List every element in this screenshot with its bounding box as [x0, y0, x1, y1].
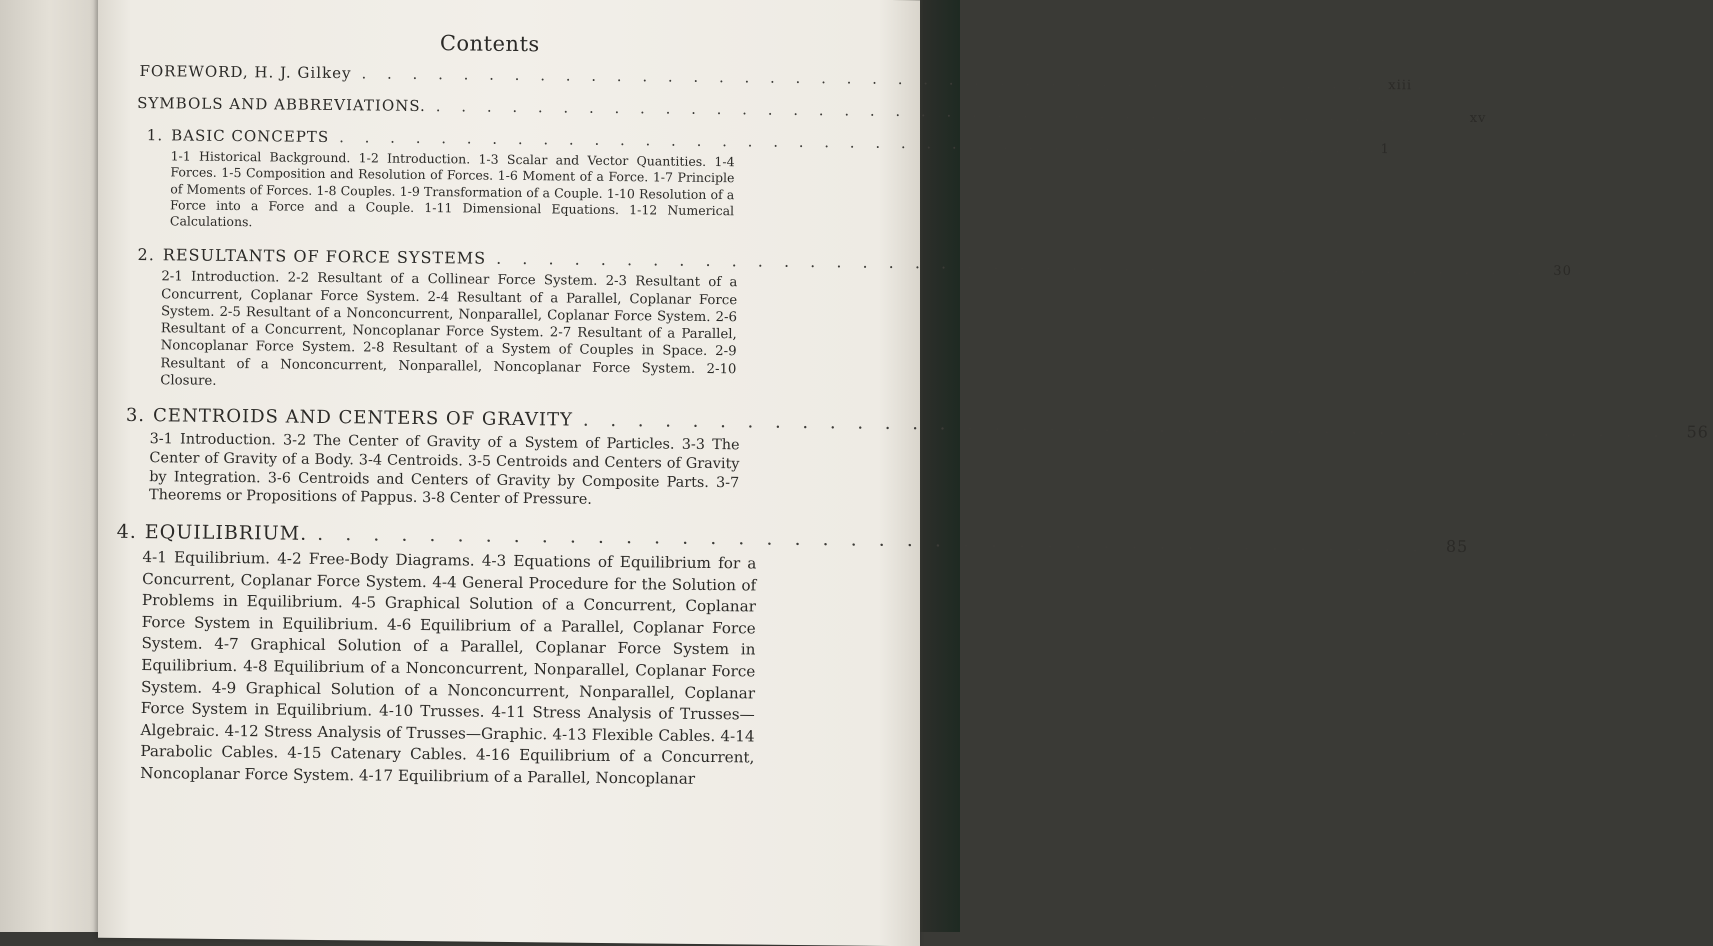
book-binding — [0, 0, 110, 932]
contents-title: Contents — [439, 31, 540, 57]
chapter-title: BASIC CONCEPTS — [171, 126, 330, 146]
chapter-heading — [125, 405, 1710, 443]
chapter-sections: 3-1 Introduction. 3-2 The Center of Gravity of a System of Particles. 3-3 The Center of Gravity of a Body. 3-4 Centroids. 3-5 Centroids and Centers of Gravity by Integration. 3-6 Centroids and Centers of Gravity by Composite Parts. 3-7 Theorems or Propositions of Pappus. 3-8 Center of Pressure. — [148, 431, 740, 509]
leader-dots: . . . . . . . . . . . . . . . . . . . . . . . . . . . . . . . . . . . . . . . . — [339, 128, 1348, 157]
chapter-number: 4. — [116, 520, 137, 544]
toc-entry-label: SYMBOLS AND ABBREVIATIONS. — [137, 93, 426, 115]
chapter-entry-2 — [136, 245, 1572, 396]
chapter-page-number: 56 — [1686, 422, 1710, 442]
table-of-contents — [116, 24, 1710, 807]
toc-entry-foreword — [139, 61, 1413, 94]
chapter-entry-4 — [114, 520, 1469, 791]
chapter-sections: 1-1 Historical Background. 1-2 Introduction. 1-3 Scalar and Vector Quantities. 1-4 Forces. 1-5 Composition and Resolution of Forces. 1-6 Moment of a Force. 1-7 Principle of Moments of Forces. 1-8 Couples. 1-9 Transformation of a Couple. 1-10 Resolution of a Force into a Force and a Couple. 1-11 Dimensional Equations. 1-12 Numerical Calculations. — [169, 148, 735, 230]
chapter-heading — [137, 245, 1572, 280]
leader-dots: . . . . . . . . . . . . . . . . . . . . . . . . . . . . . . . . . . . . . . . . — [582, 409, 1668, 443]
leader-dots: . . . . . . . . . . . . . . . . . . . . . . . . . . . . . . . . . . . . . . . . — [496, 248, 1530, 279]
chapter-page-number: 85 — [1445, 536, 1469, 557]
toc-entry-symbols — [137, 93, 1487, 127]
chapter-page-number: 1 — [1380, 141, 1390, 158]
chapter-title: EQUILIBRIUM. — [144, 521, 308, 545]
chapter-sections: 2-1 Introduction. 2-2 Resultant of a Collinear Force System. 2-3 Resultant of a Concurrent, Coplanar Force System. 2-4 Resultant of a Parallel, Coplanar Force System. 2-5 Resultant of a Nonconcurrent, Nonparallel, Coplanar Force System. 2-6 Resultant of a Concurrent, Noncoplanar Force System. 2-7 Resultant of a Parallel, Noncoplanar Force System. 2-8 Resultant of a System of Couples in Space. 2-9 Resultant of a Nonconcurrent, Nonparallel, Noncoplanar Force System. 2-10 Closure. — [160, 269, 738, 389]
chapter-sections: 4-1 Equilibrium. 4-2 Free-Body Diagrams. 4-3 Equations of Equilibrium for a Concurrent, Coplanar Force System. 4-4 General Procedure for the Solution of Problems in Equilibrium. 4-5 Graphical Solution of a Concurrent, Coplanar Force System in Equilibrium. 4-6 Equilibrium of a Parallel, Coplanar Force System. 4-7 Graphical Solution of a Parallel, Coplanar Force System in Equilibrium. 4-8 Equilibrium of a Nonconcurrent, Nonparallel, Coplanar Force System. 4-9 Graphical Solution of a Nonconcurrent, Nonparallel, Coplanar Force System in Equilibrium. 4-10 Trusses. 4-11 Stress Analysis of Trusses—Algebraic. 4-12 Stress Analysis of Trusses—Graphic. 4-13 Flexible Cables. 4-14 Parabolic Cables. 4-15 Catenary Cables. 4-16 Equilibrium of a Concurrent, Noncoplanar Force System. 4-17 Equilibrium of a Parallel, Noncoplanar — [140, 548, 757, 788]
chapter-title: CENTROIDS AND CENTERS OF GRAVITY — [152, 405, 574, 431]
chapter-heading — [116, 520, 1469, 557]
chapter-heading — [146, 126, 1390, 158]
chapter-title: RESULTANTS OF FORCE SYSTEMS — [162, 245, 487, 268]
chapter-page-number: 30 — [1553, 264, 1572, 280]
toc-entry-label: FOREWORD, H. J. Gilkey — [139, 61, 352, 83]
leader-dots: . . . . . . . . . . . . . . . . . . . . . . . . . . . . . . . . . . . . . . . . — [317, 522, 1427, 557]
chapter-number: 2. — [137, 245, 155, 265]
chapter-entry-3 — [125, 405, 1710, 512]
toc-page-number: xiii — [1388, 78, 1413, 94]
chapter-number: 1. — [146, 126, 164, 145]
leader-dots: . . . . . . . . . . . . . . . . . . . . . . . . . . . . . . . . . . . . . . . . — [361, 64, 1371, 93]
leader-dots: . . . . . . . . . . . . . . . . . . . . . . . . . . . . . . . . . . . . . . . . — [435, 97, 1445, 126]
chapter-number: 3. — [125, 405, 146, 427]
toc-page-number: xv — [1469, 110, 1487, 127]
chapter-entry-1 — [146, 126, 1390, 236]
